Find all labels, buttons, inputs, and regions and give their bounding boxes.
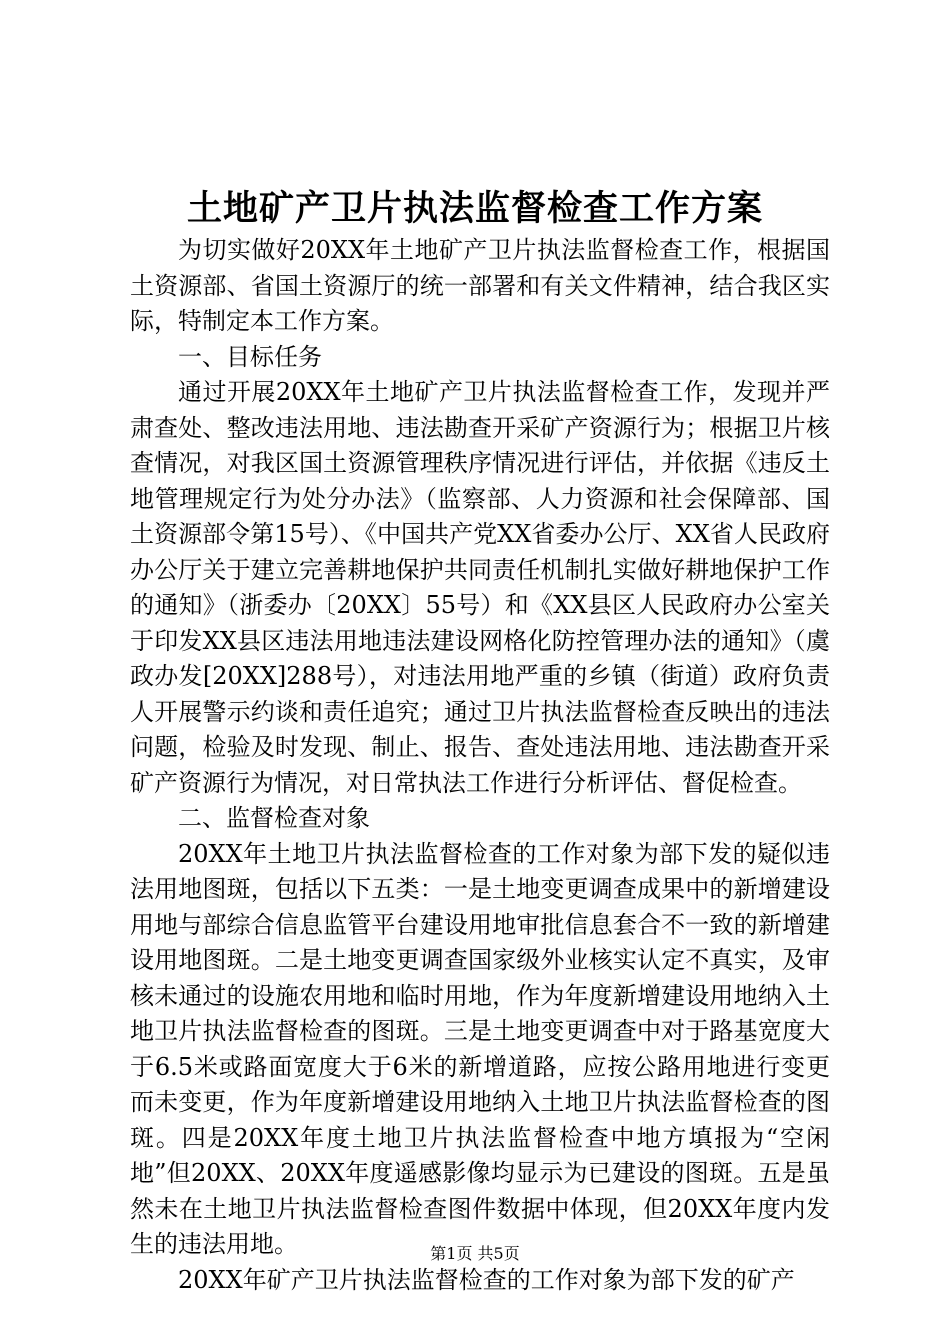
page-number-footer: 第1页 共5页 <box>430 1244 520 1263</box>
intro-paragraph: 为切实做好20XX年土地矿产卫片执法监督检查工作，根据国土资源部、省国土资源厅的统一部署和有关文件精神，结合我区实际，特制定本工作方案。 <box>130 236 830 335</box>
section-paragraph-land-targets: 20XX年土地卫片执法监督检查的工作对象为部下发的疑似违法用地图斑，包括以下五类：一是土地变更调查成果中的新增建设用地与部综合信息监管平台建设用地审批信息套合不一致的新增建设用地图斑。二是土地变更调查国家级外业核实认定不真实，及审核未通过的设施农用地和临时用地，作为年度新增建设用地纳入土地卫片执法监督检查的图斑。三是土地变更调查中对于路基宽度大于6.5米或路面宽度大于6米的新增道路，应按公路用地进行变更而未变更，作为年度新增建设用地纳入土地卫片执法监督检查的图斑。四是20XX年度土地卫片执法监督检查中地方填报为“空闲地”但20XX、20XX年度遥感影像均显示为已建设的图斑。五是虽然未在土地卫片执法监督检查图件数据中体现，但20XX年度内发生的违法用地。 <box>130 839 830 1258</box>
document-title: 土地矿产卫片执法监督检查工作方案 <box>186 188 763 229</box>
section-heading-inspection-targets: 二、监督检查对象 <box>178 804 370 832</box>
section-paragraph-objectives: 通过开展20XX年土地矿产卫片执法监督检查工作，发现并严肃查处、整改违法用地、违法勘查开采矿产资源行为；根据卫片核查情况，对我区国土资源管理秩序情况进行评估，并依据《违反土地管理规定行为处分办法》（监察部、人力资源和社会保障部、国土资源部令第15号）、《中国共产党XX省委办公厅、XX省人民政府办公厅关于建立完善耕地保护共同责任机制扎实做好耕地保护工作的通知》（浙委办〔20XX〕55号）和《XX县区人民政府办公室关于印发XX县区违法用地违法建设网格化防控管理办法的通知》（虞政办发[20XX]288号），对违法用地严重的乡镇（街道）政府负责人开展警示约谈和责任追究；通过卫片执法监督检查反映出的违法问题，检验及时发现、制止、报告、查处违法用地、违法勘查开采矿产资源行为情况，对日常执法工作进行分析评估、督促检查。 <box>130 378 830 797</box>
section-paragraph-mineral-targets: 20XX年矿产卫片执法监督检查的工作对象为部下发的矿产 <box>178 1265 795 1294</box>
section-heading-objectives: 一、目标任务 <box>178 342 322 371</box>
document-body <box>130 233 830 1298</box>
